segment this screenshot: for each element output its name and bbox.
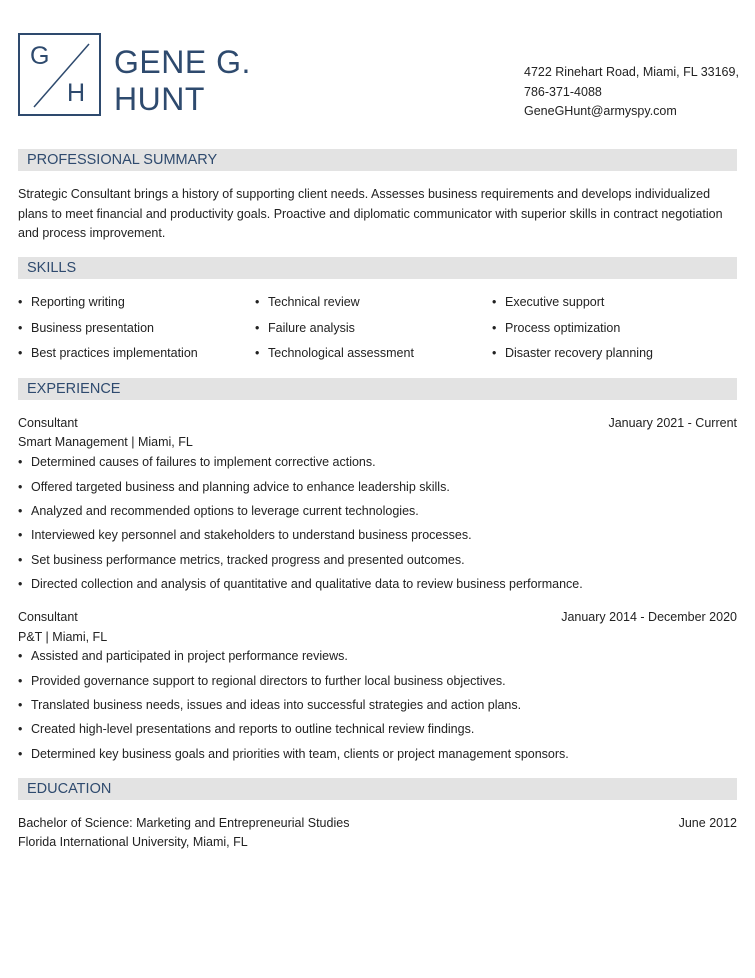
- job-bullet: • Translated business needs, issues and ideas into successful strategies and action plans.: [18, 698, 522, 712]
- summary-heading: PROFESSIONAL SUMMARY: [18, 149, 737, 171]
- job-dates: January 2014 - December 2020: [561, 610, 737, 624]
- monogram-letter-bottom: H: [67, 79, 86, 107]
- bullet-icon: •: [18, 553, 23, 567]
- phone: 786-371-4088: [524, 84, 602, 99]
- job-bullet: • Analyzed and recommended options to leverage current technologies.: [18, 504, 419, 518]
- skill-item: • Disaster recovery planning: [492, 346, 653, 360]
- school: Florida International University, Miami, FL: [18, 835, 248, 849]
- education-heading: EDUCATION: [18, 778, 737, 800]
- bullet-icon: •: [255, 321, 260, 335]
- bullet-icon: •: [492, 346, 497, 360]
- job-dates: January 2021 - Current: [608, 416, 737, 430]
- bullet-icon: •: [18, 504, 23, 518]
- summary-text: Strategic Consultant brings a history of supporting client needs. Assesses business requirements and develops individualized plans to meet financial and productivity goals. Proactive and diplomatic communicator with superior skills in contract negotiation and process improvement.: [18, 187, 723, 240]
- bullet-icon: •: [18, 346, 23, 360]
- bullet-icon: •: [18, 747, 23, 761]
- bullet-icon: •: [18, 577, 23, 591]
- job-bullet: • Offered targeted business and planning advice to enhance leadership skills.: [18, 480, 450, 494]
- name-line-2: HUNT: [114, 81, 205, 117]
- skill-item: • Failure analysis: [255, 321, 355, 335]
- job-bullet: • Determined causes of failures to implement corrective actions.: [18, 455, 376, 469]
- bullet-icon: •: [18, 455, 23, 469]
- skill-item: • Process optimization: [492, 321, 621, 335]
- job-bullet: • Set business performance metrics, tracked progress and presented outcomes.: [18, 553, 465, 567]
- monogram-letter-top: G: [30, 42, 50, 70]
- job-company: P&T | Miami, FL: [18, 630, 108, 644]
- address: 4722 Rinehart Road, Miami, FL 33169,: [524, 65, 739, 79]
- bullet-icon: •: [255, 346, 260, 360]
- job-title: Consultant: [18, 416, 78, 430]
- bullet-icon: •: [18, 649, 23, 663]
- bullet-icon: •: [492, 295, 497, 309]
- job-title: Consultant: [18, 610, 78, 624]
- name-line-1: GENE G.: [114, 44, 251, 80]
- job-company: Smart Management | Miami, FL: [18, 435, 193, 449]
- skill-item: • Best practices implementation: [18, 346, 198, 360]
- monogram-logo: [18, 33, 101, 116]
- skills-heading: SKILLS: [18, 257, 737, 279]
- email: GeneGHunt@armyspy.com: [524, 104, 677, 118]
- bullet-icon: •: [18, 295, 23, 309]
- candidate-name: [114, 44, 251, 118]
- skill-item: • Reporting writing: [18, 295, 125, 309]
- job-bullet: • Provided governance support to regional directors to further local business objectives.: [18, 674, 506, 688]
- bullet-icon: •: [18, 528, 23, 542]
- skill-item: • Technological assessment: [255, 346, 414, 360]
- bullet-icon: •: [255, 295, 260, 309]
- degree: Bachelor of Science: Marketing and Entrepreneurial Studies: [18, 816, 350, 830]
- job-bullet: • Directed collection and analysis of quantitative and qualitative data to review business performance.: [18, 577, 583, 591]
- job-bullet: • Assisted and participated in project performance reviews.: [18, 649, 348, 663]
- bullet-icon: •: [18, 698, 23, 712]
- contact-info: [524, 63, 739, 122]
- bullet-icon: •: [18, 480, 23, 494]
- bullet-icon: •: [18, 321, 23, 335]
- experience-heading: EXPERIENCE: [18, 378, 737, 400]
- job-bullet: • Determined key business goals and priorities with team, clients or project management sponsors.: [18, 747, 569, 761]
- job-bullet: • Interviewed key personnel and stakeholders to understand business processes.: [18, 528, 472, 542]
- bullet-icon: •: [18, 722, 23, 736]
- skill-item: • Technical review: [255, 295, 360, 309]
- bullet-icon: •: [18, 674, 23, 688]
- graduation-date: June 2012: [678, 816, 737, 830]
- bullet-icon: •: [492, 321, 497, 335]
- skill-item: • Executive support: [492, 295, 605, 309]
- job-bullet: • Created high-level presentations and reports to outline technical review findings.: [18, 722, 475, 736]
- skill-item: • Business presentation: [18, 321, 154, 335]
